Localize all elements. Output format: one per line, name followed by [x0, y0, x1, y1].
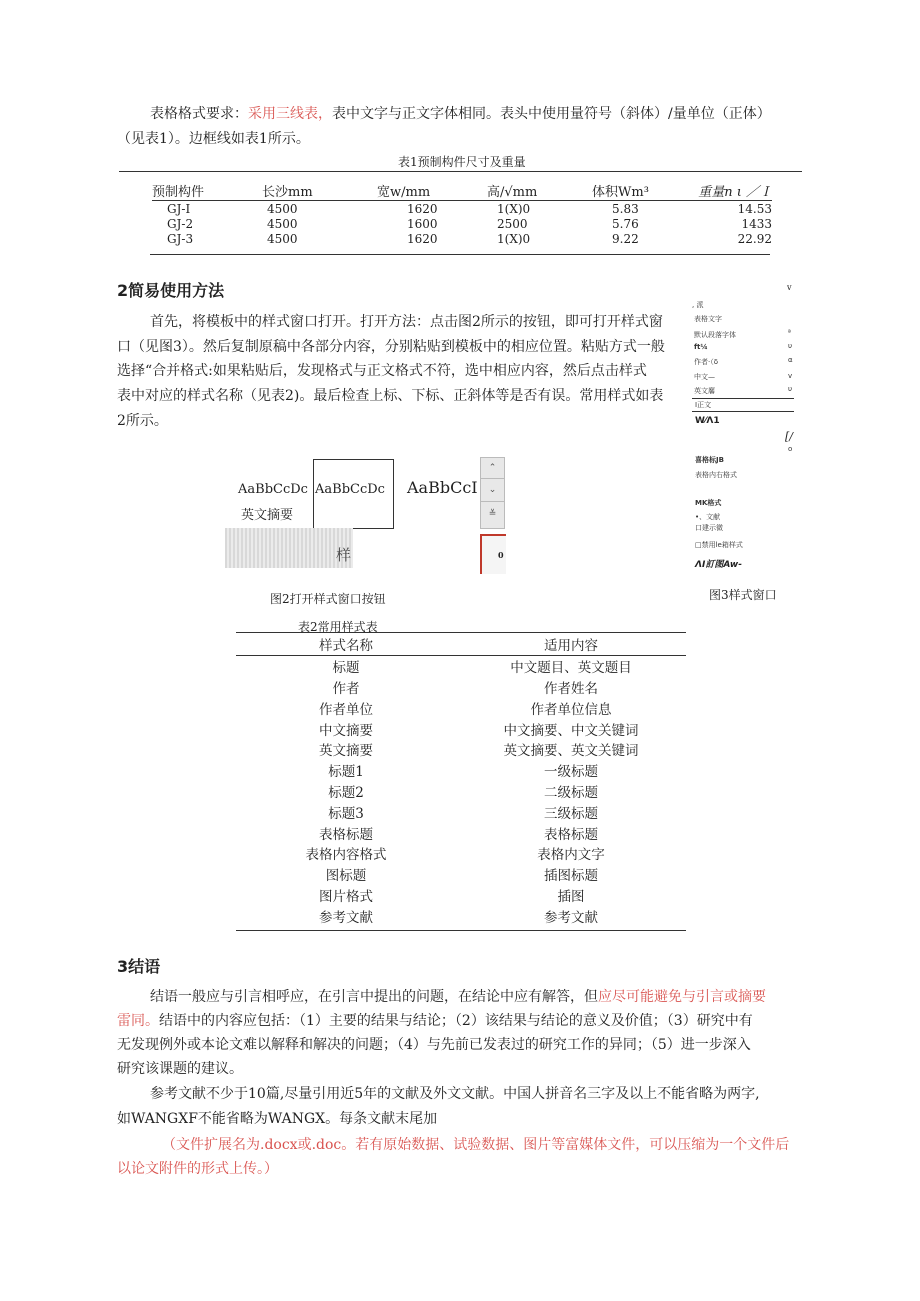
scroll-up-icon[interactable]: ⌃: [481, 458, 504, 479]
table1-header-cell: 重量n ι ／Ｉ: [698, 185, 772, 200]
table2-header-cell: 适用内容: [544, 638, 598, 655]
table2-cell: 中文摘要: [319, 722, 373, 739]
table1-cell: 1620: [407, 231, 438, 246]
style-item[interactable]: MK格式: [695, 499, 722, 507]
table-row: [236, 697, 686, 718]
section3-text-red2: 雷同。: [117, 1013, 159, 1029]
table1-caption: 表1预制构件尺寸及重量: [398, 155, 526, 169]
pane-mark: α: [788, 356, 793, 364]
table1-header-cell: 预制构件: [152, 185, 205, 200]
table2-cell: 插图标题: [544, 868, 598, 885]
fig3-caption: 图3样式窗口: [709, 588, 777, 602]
style-item[interactable]: W⁄Λ1: [695, 416, 720, 426]
table-row: [236, 677, 686, 698]
table2-bottom-rule: [236, 930, 686, 931]
section2-line-5: 2所示。: [117, 413, 168, 429]
style-item[interactable]: , 派: [692, 301, 704, 309]
table2-cell: 表格标题: [319, 826, 373, 843]
table2-cell: 标题1: [328, 764, 364, 781]
style-sample-1[interactable]: AaBbCcDc: [238, 482, 308, 497]
section2-line-3: 选择“合并格式:如果粘贴后，发现格式与正文格式不符，选中相应内容，然后点击样式: [117, 363, 647, 379]
table1-cell: 1600: [407, 216, 438, 231]
table1-cell: 22.92: [737, 231, 772, 246]
style-sample-3[interactable]: AaBbCcI: [407, 478, 478, 497]
style-item-label: I正文: [695, 401, 712, 409]
scroll-down-icon[interactable]: ⌄: [481, 479, 504, 502]
table-row: [152, 231, 772, 246]
table-row: [236, 718, 686, 739]
section3-line-2: [117, 1010, 753, 1032]
table2-cell: 图标题: [325, 868, 367, 885]
section2-line-2: 口（见图3）。然后复制原稿中各部分内容，分别粘贴到模板中的相应位置。粘贴方式一般: [117, 339, 665, 355]
style-label-1: 英文摘要: [241, 508, 294, 523]
section3-text-b: 结语中的内容应包括：（1）主要的结果与结论；（2）该结果与结论的意义及价值；（3）研究中有: [159, 1013, 753, 1029]
table1-cell: 4500: [267, 216, 298, 231]
table2-cell: 中文摘要、中文关键词: [503, 722, 639, 739]
table1-header-cell: 体积Wm³: [592, 185, 649, 200]
pane-mark: [/: [785, 430, 793, 443]
table2-cell: 标题: [332, 660, 360, 677]
section2-line-4: 表中对应的样式名称（见表2)。最后检查上标、下标、正斜体等是否有误。常用样式如表: [117, 388, 664, 404]
style-item[interactable]: 喜格标JB: [695, 456, 724, 464]
table-row: [236, 905, 686, 926]
table2-cell: 标题3: [328, 805, 364, 822]
section3-text-a: 结语一般应与引言相呼应，在引言中提出的问题，在结论中应有解答，但: [150, 989, 598, 1005]
table2-cell: 插图: [557, 888, 585, 905]
section3-line-3: 无发现例外或本论文难以解释和解决的问题；（4）与先前已发表过的研究工作的异同；（5）进一步深入: [117, 1037, 751, 1053]
styles-pane: [692, 283, 794, 575]
table-row: [236, 885, 686, 906]
table1-cell: 5.76: [612, 216, 639, 231]
pane-mark: v: [787, 283, 792, 292]
section3-note-2: 以论文附件的形式上传。）: [117, 1161, 278, 1177]
table2-cell: 参考文献: [544, 909, 598, 926]
table1-cell: 2500: [497, 216, 528, 231]
style-item[interactable]: •、文献: [695, 513, 721, 521]
table2-cell: 表格内容格式: [305, 847, 387, 864]
table1-cell: GJ-I: [167, 201, 191, 216]
intro-line-2: （见表1）。边框线如表1所示。: [117, 131, 310, 147]
intro-text-red: 采用三线表，: [248, 106, 332, 122]
style-gallery: [225, 462, 515, 577]
table2-cell: 表格内文字: [537, 847, 605, 864]
table1-cell: 4500: [267, 231, 298, 246]
pane-mark: o: [788, 445, 793, 453]
style-item[interactable]: 作者·（δ: [694, 358, 719, 366]
table2-cell: 一级标题: [544, 764, 598, 781]
style-item[interactable]: ΛI訂图Aw-: [695, 560, 742, 570]
style-item[interactable]: 表格内右格式: [695, 471, 737, 479]
section3-note-1: （文件扩展名为.docx或.doc。若有原始数据、试验数据、图片等富媒体文件，可以压缩为一个文件后: [162, 1137, 790, 1153]
styles-launcher-button[interactable]: 样: [335, 546, 351, 564]
style-sample-2: AaBbCcDc: [315, 482, 385, 497]
table2-cell: 作者姓名: [544, 680, 598, 697]
table-row: [236, 843, 686, 864]
table-row: [236, 655, 686, 676]
style-sample-selected[interactable]: [313, 459, 394, 529]
table2-cell: 英文摘要、英文关键词: [503, 743, 639, 760]
fig2-caption: 图2打开样式窗口按钮: [270, 592, 386, 606]
table2-cell: 表格标题: [544, 826, 598, 843]
table2-cell: 英文摘要: [319, 743, 373, 760]
table2-cell: 参考文献: [319, 909, 373, 926]
section2-title: 2简易使用方法: [117, 281, 225, 300]
table1-cell: 1(X)0: [497, 201, 531, 216]
table2-cell: 三级标题: [544, 805, 598, 822]
table1-cell: GJ-3: [167, 231, 194, 246]
table2: [236, 634, 686, 926]
table1-header-row: [152, 181, 772, 201]
table2-cell: 作者单位: [319, 701, 373, 718]
table2-header-row: [236, 634, 686, 655]
table1-bottom-rule: [150, 254, 770, 255]
style-item[interactable]: 口建示微: [695, 524, 723, 532]
intro-text-b: 表中文字与正文字体相同。表头中使用量符号（斜体）/量单位（正体）: [332, 106, 771, 122]
corner-label: 0: [498, 550, 504, 560]
pane-mark: ª: [788, 329, 791, 336]
table1-cell: 1433: [741, 216, 772, 231]
table-row: [236, 781, 686, 802]
style-item[interactable]: 英文黁: [694, 387, 715, 395]
gallery-more-icon[interactable]: ≚: [488, 509, 497, 519]
table1-cell: 1(X)0: [497, 231, 531, 246]
table-row: [152, 201, 772, 217]
table-row: [236, 864, 686, 885]
table1-header-cell: 长沙mm: [262, 185, 313, 200]
pane-mark: υ: [788, 385, 793, 393]
style-item[interactable]: ft¼: [694, 343, 708, 351]
table2-cell: 作者单位信息: [530, 701, 612, 718]
style-item-selected[interactable]: [692, 398, 794, 412]
table1-header-cell: 高∕√mm: [487, 185, 538, 200]
table1-cell: GJ-2: [167, 216, 194, 231]
table1-cell: 5.83: [612, 201, 639, 216]
table2-top-rule: [236, 632, 686, 633]
table1-cell: 14.53: [737, 201, 772, 216]
table-row: [236, 801, 686, 822]
gallery-scroll-controls: [480, 457, 505, 529]
style-item[interactable]: 表格文字: [694, 315, 722, 323]
table2-cell: 中文题目、英文题目: [510, 660, 632, 677]
table-row: [152, 216, 772, 231]
section2-line-1: 首先，将模板中的样式窗口打开。打开方法：点击图2所示的按钮，即可打开样式窗: [150, 314, 663, 330]
table1-top-rule: [119, 171, 802, 172]
style-item[interactable]: 默认段落字体: [694, 331, 736, 339]
table2-cell: 图片格式: [319, 888, 373, 905]
pane-mark: v: [788, 372, 793, 380]
intro-text-a: 表格格式要求：: [150, 106, 248, 122]
table1-cell: 1620: [407, 201, 438, 216]
table1: [152, 181, 772, 246]
section3-line-4: 研究该课题的建议。: [117, 1061, 243, 1077]
section3-line-5: 参考文献不少于10篇,尽量引用近5年的文献及外文文献。中国人拼音名三字及以上不能省略为两字,: [150, 1086, 760, 1102]
section3-title: 3结语: [117, 957, 161, 976]
table2-cell: 标题2: [328, 784, 364, 801]
style-item[interactable]: □禁用le箱样式: [695, 541, 743, 549]
dialog-launcher-corner[interactable]: [480, 534, 506, 574]
table-row: [236, 760, 686, 781]
style-gallery-bar: [225, 528, 353, 568]
table1-header-cell: 宽w/mm: [377, 185, 431, 200]
table2-cell: 二级标题: [544, 784, 598, 801]
table2-cell: 作者: [332, 680, 360, 697]
table-row: [236, 739, 686, 760]
style-item[interactable]: 中文—: [694, 373, 715, 381]
table2-caption: 表2常用样式表: [298, 620, 378, 634]
table2-header-cell: 样式名称: [319, 638, 373, 655]
section3-line-1: [150, 986, 766, 1008]
pane-mark: υ: [788, 342, 793, 350]
table1-cell: 9.22: [612, 231, 639, 246]
intro-line-1: [150, 103, 800, 125]
table-row: [236, 822, 686, 843]
table1-cell: 4500: [267, 201, 298, 216]
section3-text-red: 应尽可能避免与引言或摘要: [598, 989, 766, 1005]
section3-line-6: 如WANGXF不能省略为WANGX。每条文献末尾加: [117, 1111, 438, 1127]
